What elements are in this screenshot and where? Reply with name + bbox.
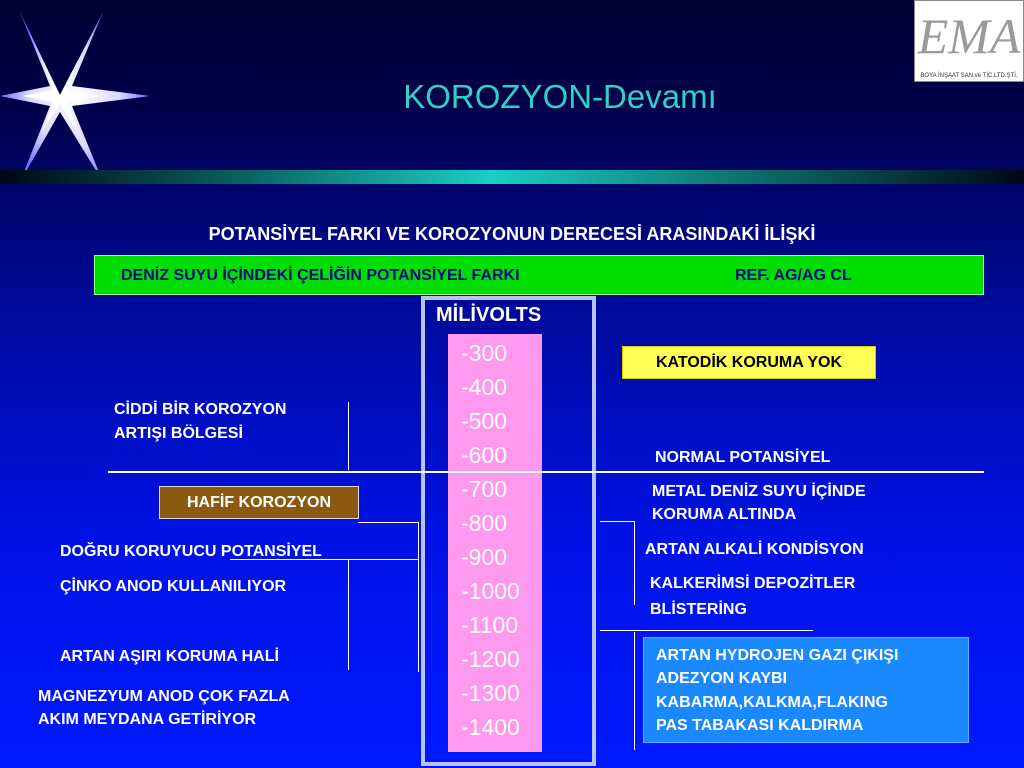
svg-text:EMA: EMA	[917, 8, 1021, 64]
scale-value: -800	[461, 510, 508, 536]
ema-logo-icon	[915, 1, 1023, 71]
calcareous-deposits-label: KALKERİMSİ DEPOZİTLER	[650, 575, 856, 592]
hydrogen-line-3: KABARMA,KALKMA,FLAKING	[656, 694, 888, 711]
bracket-serious	[348, 402, 349, 470]
correct-potential-label: DOĞRU KORUYUCU POTANSİYEL	[60, 543, 322, 560]
normal-potential-label: NORMAL POTANSİYEL	[655, 449, 831, 466]
scale-value: -500	[461, 408, 508, 434]
star-burst-icon	[0, 0, 160, 190]
scale-value: -400	[461, 374, 508, 400]
connector-right-bottom	[600, 630, 813, 631]
scale-value: -300	[461, 340, 508, 366]
zinc-anode-label: ÇİNKO ANOD KULLANILIYOR	[60, 578, 287, 595]
reference-bar-right: REF. AG/AG CL	[735, 267, 852, 284]
scale-value: -700	[461, 476, 508, 502]
magnesium-anode-line1: MAGNEZYUM ANOD ÇOK FAZLA	[38, 688, 290, 705]
title-divider	[0, 170, 1024, 184]
hydrogen-line-2: ADEZYON KAYBI	[656, 670, 787, 687]
bracket-hydrogen	[634, 632, 635, 750]
metal-protected-line2: KORUMA ALTINDA	[652, 506, 797, 523]
hydrogen-effects-box	[643, 637, 969, 743]
connector-left-top	[358, 522, 418, 523]
over-protection-label: ARTAN AŞIRI KORUMA HALİ	[60, 648, 279, 665]
scale-unit-label: MİLİVOLTS	[436, 304, 542, 326]
scale-value: -1400	[461, 714, 520, 740]
metal-protected-line1: METAL DENİZ SUYU İÇİNDE	[652, 483, 866, 500]
company-logo	[914, 0, 1024, 82]
blistering-label: BLİSTERİNG	[650, 601, 747, 618]
bracket-alkali	[634, 521, 635, 605]
bracket-zinc-over	[348, 560, 349, 670]
light-corrosion-badge: HAFİF KOROZYON	[159, 486, 359, 519]
scale-value: -600	[461, 442, 508, 468]
serious-corrosion-line2: ARTIŞI BÖLGESİ	[114, 425, 243, 442]
connector-right-top	[600, 521, 635, 522]
section-heading: POTANSİYEL FARKI VE KOROZYONUN DERECESİ ARASINDAKİ İLİŞKİ	[208, 224, 816, 244]
scale-value: -1200	[461, 646, 520, 672]
scale-value: -1100	[461, 612, 519, 638]
reference-bar-left: DENİZ SUYU İÇİNDEKİ ÇELİĞİN POTANSİYEL FARKI	[121, 267, 520, 284]
no-cathodic-protection-badge: KATODİK KORUMA YOK	[622, 346, 876, 379]
reference-bar	[94, 255, 984, 295]
serious-corrosion-line1: CİDDİ BİR KOROZYON	[114, 401, 287, 418]
scale-value: -1300	[461, 680, 520, 706]
page-title: KOROZYON-Devamı	[403, 78, 717, 115]
hydrogen-line-1: ARTAN HYDROJEN GAZI ÇIKIŞI	[656, 647, 899, 664]
alkali-condition-label: ARTAN ALKALİ KONDİSYON	[645, 541, 864, 558]
bracket-left-scale	[418, 522, 419, 672]
normal-potential-line	[108, 471, 984, 473]
scale-value: -900	[461, 544, 508, 570]
hydrogen-line-4: PAS TABAKASI KALDIRMA	[656, 717, 864, 734]
scale-value: -1000	[461, 578, 520, 604]
magnesium-anode-line2: AKIM MEYDANA GETİRİYOR	[38, 711, 257, 728]
logo-subtext: BOYA İNŞAAT SAN.ve TİC.LTD.ŞTİ.	[920, 73, 1018, 79]
